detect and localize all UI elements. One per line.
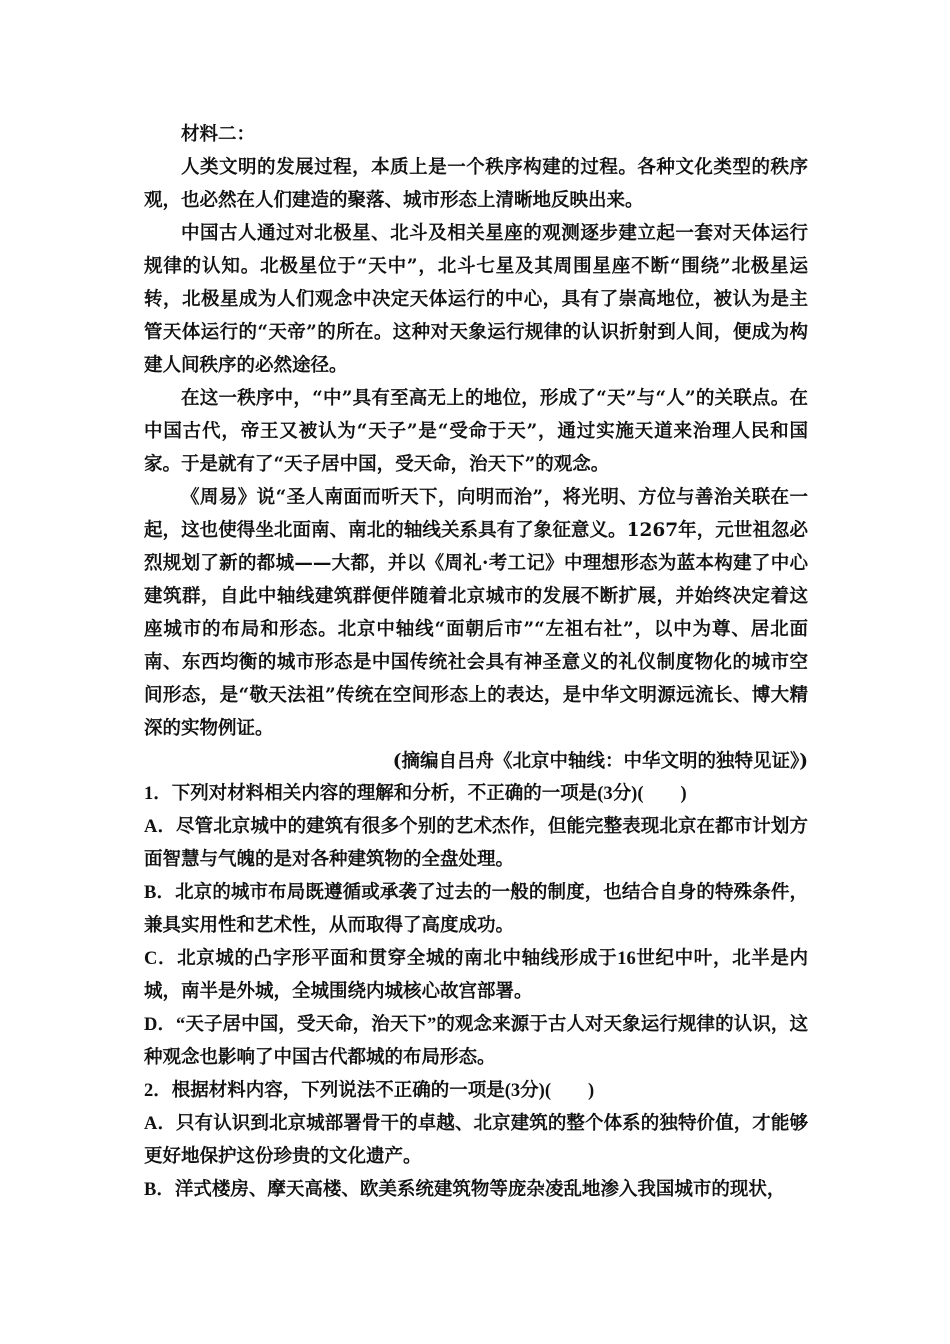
question-1-option-b: B．北京的城市布局既遵循或承袭了过去的一般的制度，也结合自身的特殊条件，兼具实用性和艺术性，从而取得了高度成功。: [144, 883, 808, 936]
paragraph-1: 人类文明的发展过程，本质上是一个秩序构建的过程。各种文化类型的秩序观，也必然在人们建造的聚落、城市形态上清晰地反映出来。: [144, 157, 808, 211]
paragraph-4: 《周易》说“圣人南面而听天下，向明而治”，将光明、方位与善治关联在一起，这也使得坐北面南、南北的轴线关系具有了象征意义。1267年，元世祖忽必烈规划了新的都城——大都，并以《周礼·考工记》中理想形态为蓝本构建了中心建筑群，自此中轴线建筑群便伴随着北京城市的发展不断扩展，并始终决定着这座城市的布局和形态。北京中轴线“面朝后市”“左祖右社”，以中为尊、居北面南、东西均衡的城市形态是中国传统社会具有神圣意义的礼仪制度物化的城市空间形态，是“敬天法祖”传统在空间形态上的表达，是中华文明源远流长、博大精深的实物例证。: [144, 487, 808, 739]
paragraph-2: 中国古人通过对北极星、北斗及相关星座的观测逐步建立起一套对天体运行规律的认知。北极星位于“天中”，北斗七星及其周围星座不断“围绕”北极星运转，北极星成为人们观念中决定天体运行的中心，具有了崇高地位，被认为是主管天体运行的“天帝”的所在。这种对天象运行规律的认识折射到人间，便成为构建人间秩序的必然途径。: [144, 223, 808, 376]
question-1-option-d: D．“天子居中国，受天命，治天下”的观念来源于古人对天象运行规律的认识，这种观念也影响了中国古代都城的布局形态。: [144, 1015, 808, 1068]
question-1-stem: 1．下列对材料相关内容的理解和分析，不正确的一项是(3分)( ): [144, 784, 687, 804]
document-page: [144, 118, 808, 1207]
paragraph-3: 在这一秩序中，“中”具有至高无上的地位，形成了“天”与“人”的关联点。在中国古代，帝王又被认为“天子”是“受命于天”，通过实施天道来治理人民和国家。于是就有了“天子居中国，受天命，治天下”的观念。: [144, 388, 808, 475]
question-1-option-c: C．北京城的凸字形平面和贯穿全城的南北中轴线形成于16世纪中叶，北半是内城，南半是外城，全城围绕内城核心故宫部署。: [144, 949, 808, 1002]
question-1-option-a: A．尽管北京城中的建筑有很多个别的艺术杰作，但能完整表现北京在都市计划方面智慧与气魄的是对各种建筑物的全盘处理。: [144, 817, 808, 870]
question-2-option-a: A．只有认识到北京城部署骨干的卓越、北京建筑的整个体系的独特价值，才能够更好地保护这份珍贵的文化遗产。: [144, 1114, 808, 1167]
material-heading: 材料二：: [181, 124, 256, 145]
question-2-option-b: B．洋式楼房、摩天高楼、欧美系统建筑物等庞杂凌乱地渗入我国城市的现状，: [144, 1180, 786, 1200]
source-citation: (摘编自吕舟《北京中轴线：中华文明的独特见证》): [392, 751, 808, 772]
question-2-stem: 2．根据材料内容，下列说法不正确的一项是(3分)( ): [144, 1081, 595, 1101]
